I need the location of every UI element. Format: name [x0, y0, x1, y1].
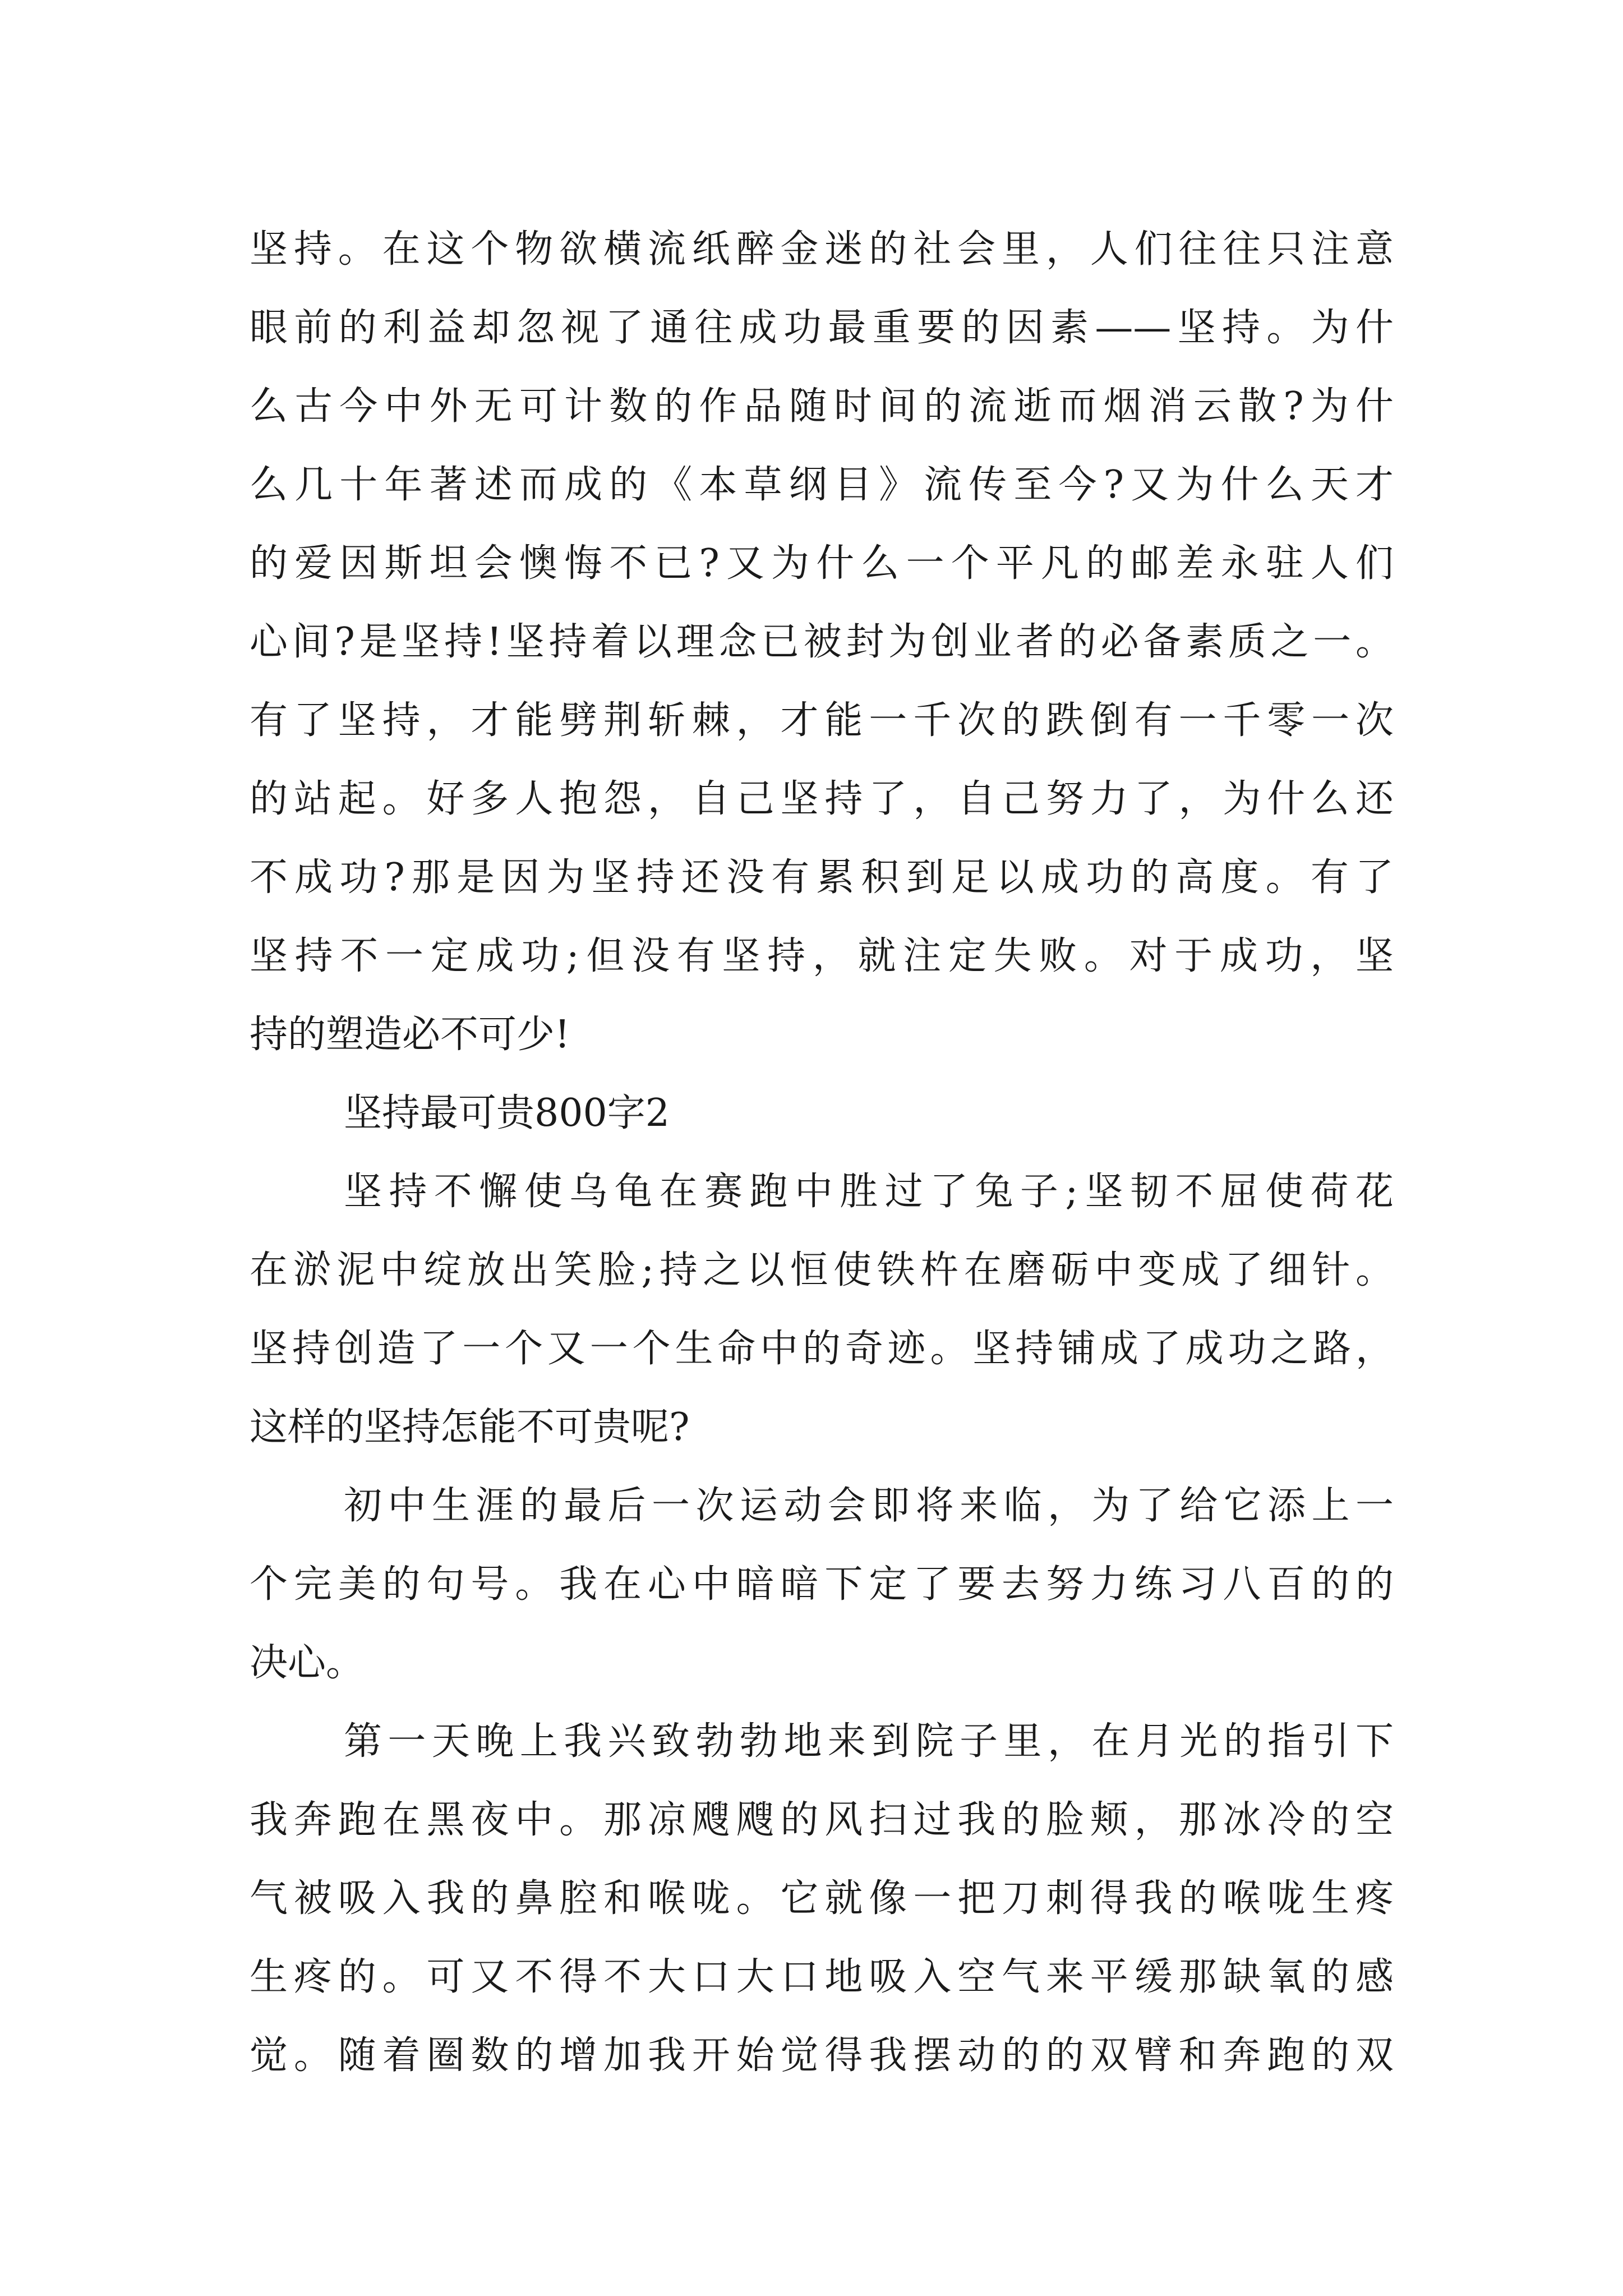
text-line: 坚持不一定成功;但没有坚持，就注定失败。对于成功，坚 [250, 934, 1394, 978]
text-line: 觉。随着圈数的增加我开始觉得我摆动的的双臂和奔跑的双 [250, 2033, 1394, 2078]
text-line: 坚持。在这个物欲横流纸醉金迷的社会里，人们往往只注意 [250, 227, 1394, 272]
text-line: 这样的坚持怎能不可贵呢? [250, 1405, 690, 1450]
text-line: 眼前的利益却忽视了通往成功最重要的因素——坚持。为什 [250, 306, 1394, 350]
body-text [250, 210, 1394, 2095]
section-heading: 坚持最可贵800字2 [344, 1091, 670, 1135]
text-line: 的爱因斯坦会懊悔不已?又为什么一个平凡的邮差永驻人们 [250, 541, 1394, 586]
text-line: 我奔跑在黑夜中。那凉飕飕的风扫过我的脸颊，那冰冷的空 [250, 1798, 1394, 1842]
text-line: 持的塑造必不可少! [250, 1013, 570, 1057]
text-line: 么几十年著述而成的《本草纲目》流传至今?又为什么天才 [250, 463, 1394, 507]
text-line: 的站起。好多人抱怨，自己坚持了，自己努力了，为什么还 [250, 777, 1394, 821]
text-line: 有了坚持，才能劈荆斩棘，才能一千次的跌倒有一千零一次 [250, 698, 1394, 743]
text-line: 个完美的句号。我在心中暗暗下定了要去努力练习八百的的 [250, 1562, 1394, 1607]
text-line: 初中生涯的最后一次运动会即将来临，为了给它添上一 [344, 1484, 1394, 1528]
text-line: 坚持不懈使乌龟在赛跑中胜过了兔子;坚韧不屈使荷花 [344, 1170, 1394, 1214]
text-line: 第一天晚上我兴致勃勃地来到院子里，在月光的指引下 [344, 1719, 1394, 1764]
text-line: 气被吸入我的鼻腔和喉咙。它就像一把刀刺得我的喉咙生疼 [250, 1876, 1394, 1921]
text-line: 在淤泥中绽放出笑脸;持之以恒使铁杵在磨砺中变成了细针。 [250, 1248, 1394, 1292]
text-line: 么古今中外无可计数的作品随时间的流逝而烟消云散?为什 [250, 384, 1394, 429]
text-line: 生疼的。可又不得不大口大口地吸入空气来平缓那缺氧的感 [250, 1955, 1394, 1999]
text-line: 不成功?那是因为坚持还没有累积到足以成功的高度。有了 [250, 855, 1394, 900]
text-line: 心间?是坚持!坚持着以理念已被封为创业者的必备素质之一。 [250, 620, 1394, 664]
text-line: 坚持创造了一个又一个生命中的奇迹。坚持铺成了成功之路， [250, 1327, 1394, 1371]
text-line: 决心。 [250, 1641, 365, 1685]
